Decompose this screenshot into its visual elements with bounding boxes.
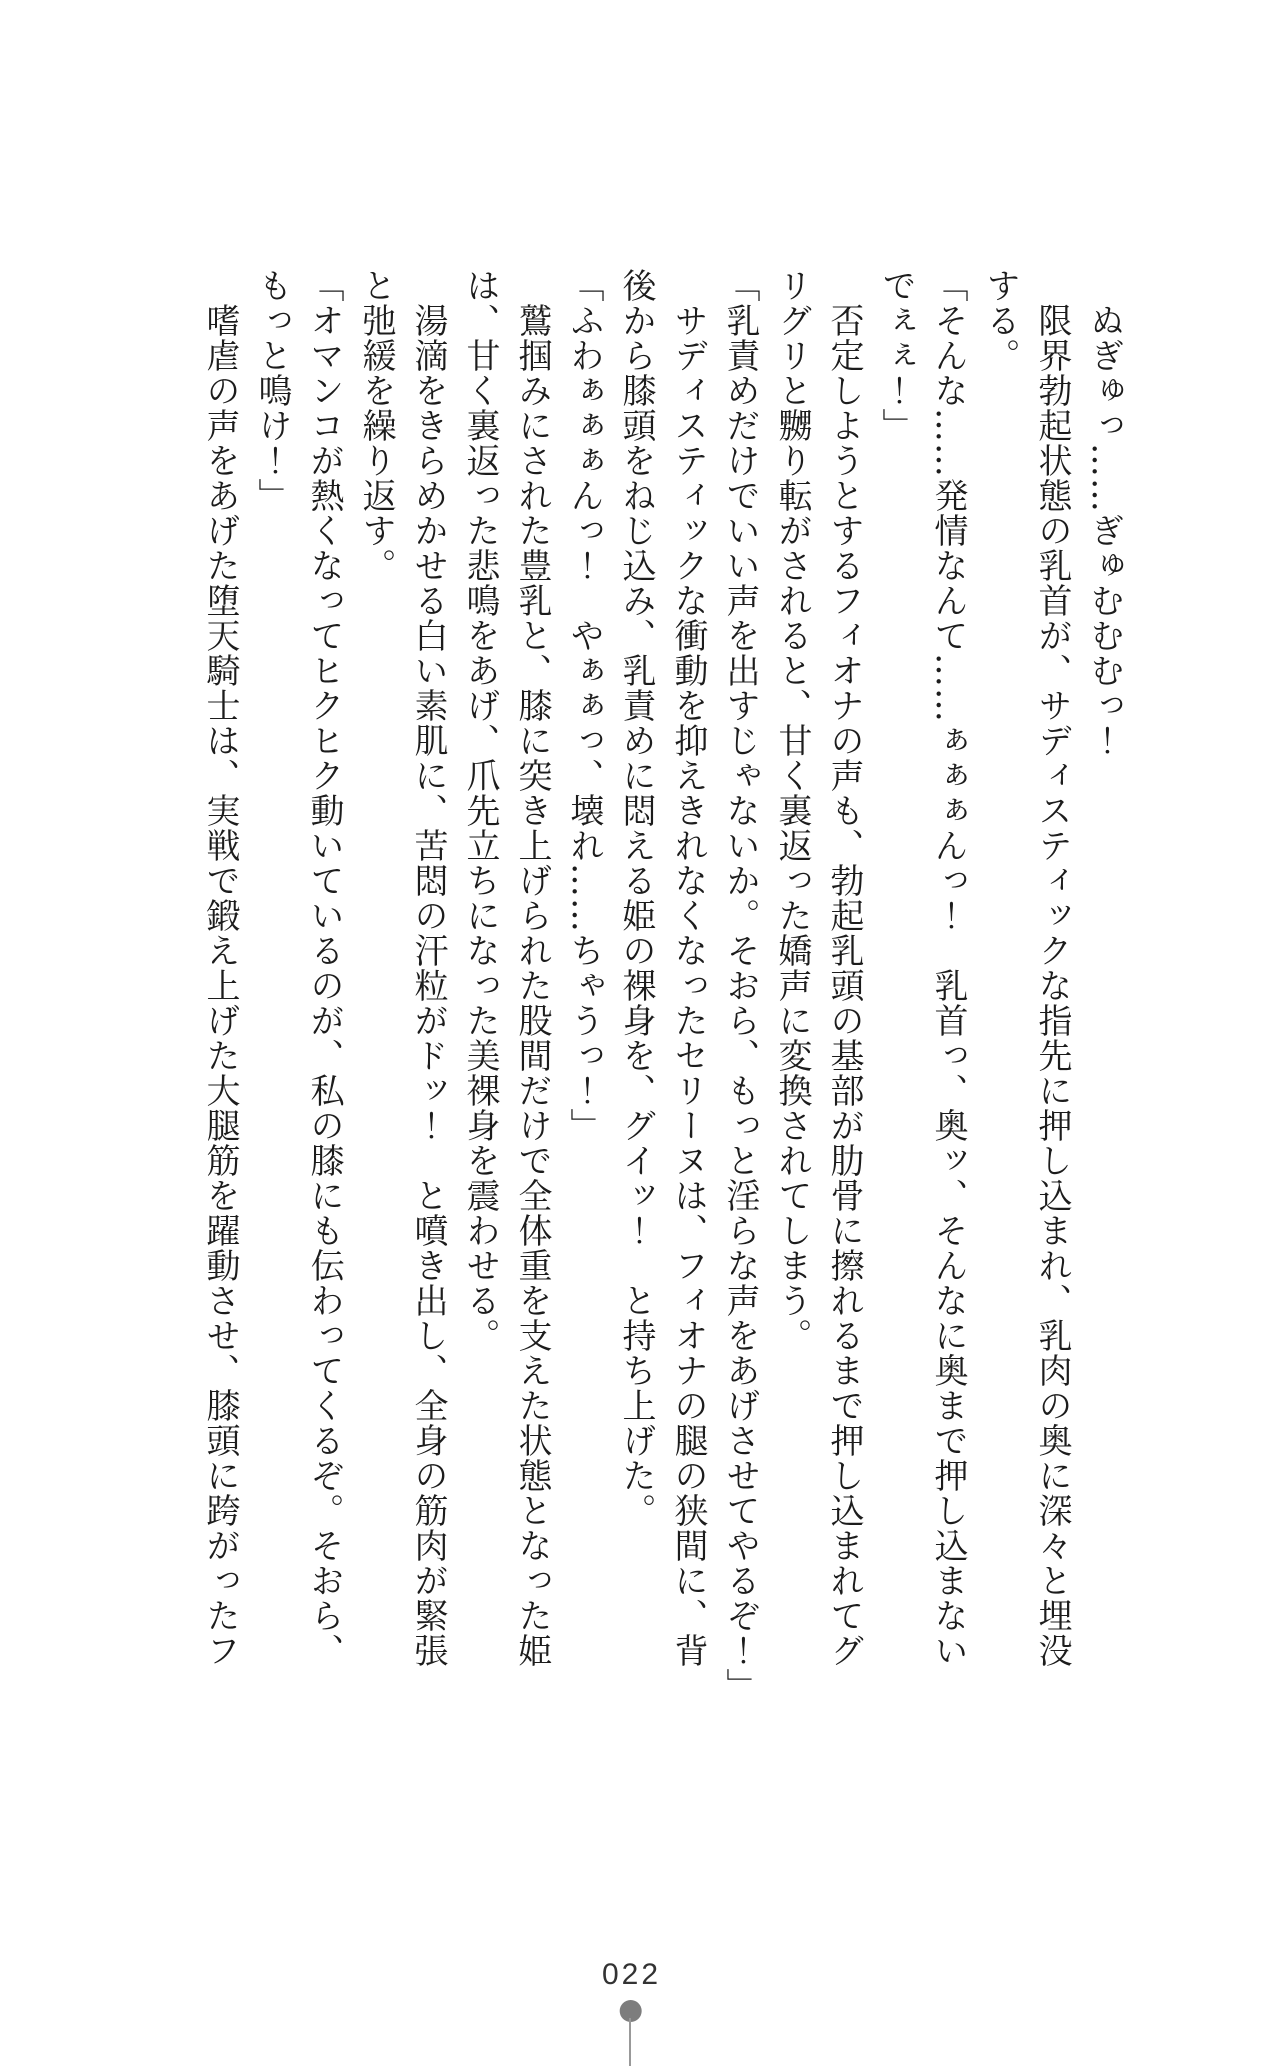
text-column-8: 「乳責めだけでいい声を出すじゃないか。そおら、もっと淫らな声をあげさせてやるぞ！」 [720,268,760,1703]
text-column-5: でぇぇ！」 [876,268,916,443]
body-text [194,268,1130,1703]
text-column-14: 湯滴をきらめかせる白い素肌に、苦悶の汗粒がドッ！ と噴き出し、全身の筋肉が緊張 [408,303,448,1668]
text-column-13: は、甘く裏返った悲鳴をあげ、爪先立ちになった美裸身を震わせる。 [460,268,500,1353]
text-column-3: する。 [980,268,1020,373]
text-column-18: 嗜虐の声をあげた堕天騎士は、実戦で鍛え上げた大腿筋を躍動させ、膝頭に跨がったフ [200,303,240,1668]
text-column-9: サディスティックな衝動を抑えきれなくなったセリーヌは、フィオナの腿の狭間に、背 [668,303,708,1668]
text-column-10: 後から膝頭をねじ込み、乳責めに悶える姫の裸身を、グイッ！ と持ち上げた。 [616,268,656,1528]
text-column-2: 限界勃起状態の乳首が、サディスティックな指先に押し込まれ、乳肉の奥に深々と埋没 [1032,303,1072,1668]
text-column-7: リグリと嬲り転がされると、甘く裏返った嬌声に変換されてしまう。 [772,268,812,1353]
text-column-4: 「そんな……発情なんて……ぁぁぁんっ！ 乳首っ、奥ッ、そんなに奥まで押し込まない [928,268,968,1668]
text-column-17: もっと鳴け！」 [252,268,292,513]
text-column-15: と弛緩を繰り返す。 [356,268,396,583]
text-column-16: 「オマンコが熱くなってヒクヒク動いているのが、私の膝にも伝わってくるぞ。そおら、 [304,268,344,1668]
text-column-6: 否定しようとするフィオナの声も、勃起乳頭の基部が肋骨に擦れるまで押し込まれてグ [824,303,864,1668]
text-column-1: ぬぎゅっ……ぎゅむむむっ！ [1084,303,1124,758]
page-marker-line [629,2018,631,2066]
text-column-12: 鷲掴みにされた豊乳と、膝に突き上げられた股間だけで全体重を支えた状態となった姫 [512,303,552,1668]
text-column-11: 「ふわぁぁぁんっ！ やぁぁっ、壊れ……ちゃうっ！」 [564,268,604,1143]
page-number: 022 [601,1958,662,1991]
